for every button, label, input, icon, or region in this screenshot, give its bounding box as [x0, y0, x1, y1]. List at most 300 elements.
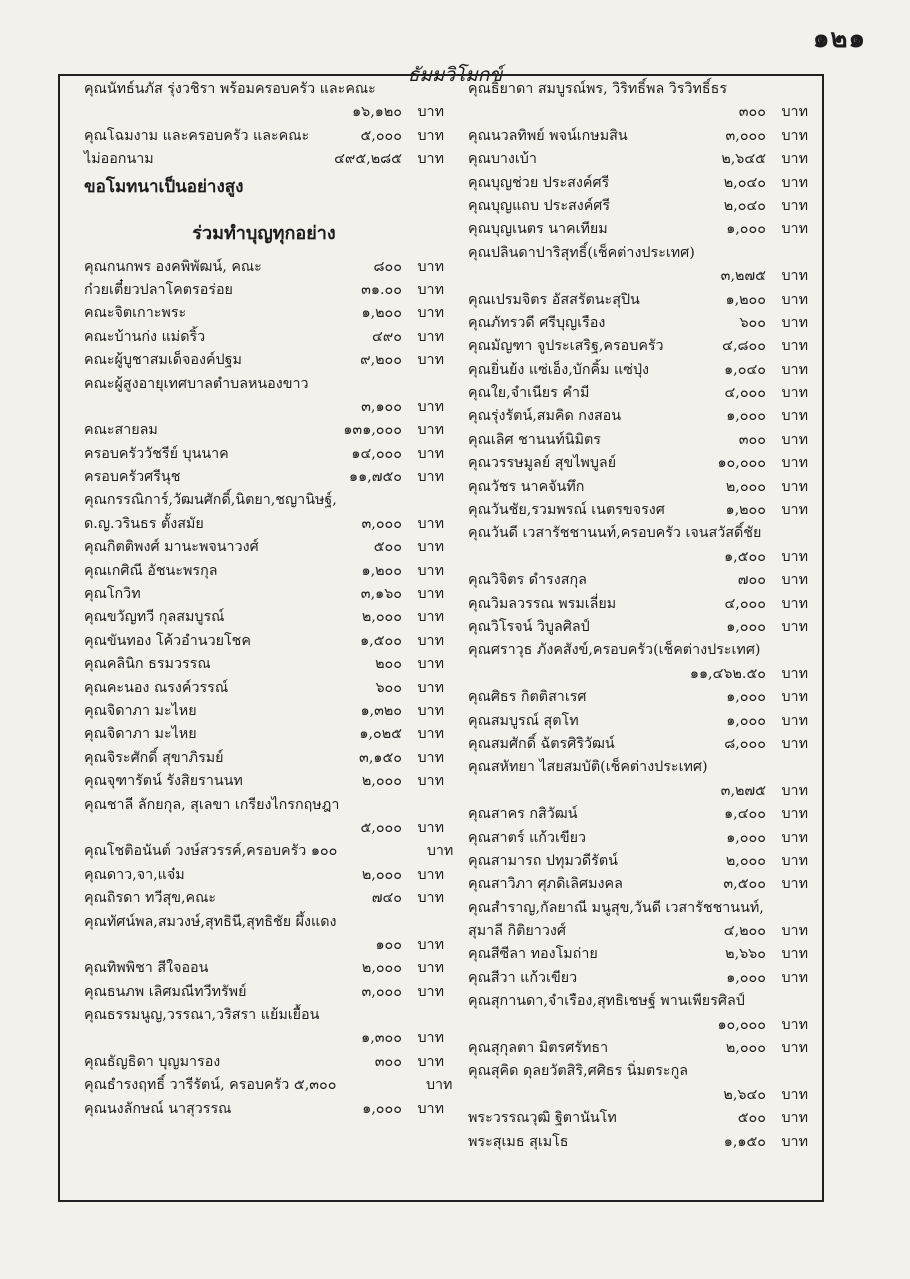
- donor-row: [84, 419, 444, 442]
- currency-unit: บาท: [417, 281, 444, 298]
- donor-row: [468, 172, 808, 195]
- donation-amount: ๗๔๐: [371, 890, 402, 907]
- donor-name: คุณบุญช่วย ประสงค์ศรี: [468, 174, 610, 191]
- donor-row: [84, 326, 444, 349]
- donor-row: [468, 125, 808, 148]
- donor-row: [468, 663, 808, 686]
- currency-unit: บาท: [417, 702, 444, 719]
- donor-name: ครอบครัวศรีนุช: [84, 469, 181, 486]
- currency-unit: บาท: [417, 328, 444, 345]
- currency-unit: บาท: [781, 969, 808, 986]
- donor-name: คุณวรรษมูลย์ สุขไพบูลย์: [468, 455, 617, 472]
- currency-unit: บาท: [417, 890, 444, 907]
- donor-name: คุณโชติอนันต์ วงษ์สวรรค์,ครอบครัว ๑๐๐: [84, 843, 338, 860]
- donor-row: [468, 616, 808, 639]
- donation-amount: ๒,๐๐๐: [361, 609, 402, 626]
- donor-name: คุณวันดี เวสารัชชานนท์,ครอบครัว เจนสวัสดิ์ชัย: [468, 525, 762, 542]
- donor-row: [468, 265, 808, 288]
- currency-unit: บาท: [417, 104, 444, 121]
- donor-row: [468, 1037, 808, 1060]
- donor-row: [468, 476, 808, 499]
- donor-name: ครอบครัววัชรีย์ บุนนาค: [84, 445, 229, 462]
- donor-name: คุณสุกานดา,จำเรือง,สุทธิเชษฐ์ พานเพียรศิลป์: [468, 993, 745, 1010]
- donor-row: [468, 803, 808, 826]
- currency-unit: บาท: [417, 515, 444, 532]
- donor-name: คุณสาตร์ แก้วเขียว: [468, 829, 587, 846]
- currency-unit: บาท: [781, 852, 808, 869]
- currency-unit: บาท: [417, 773, 444, 790]
- donor-row: [84, 700, 444, 723]
- donor-name: คุณจุฑารัตน์ รังสิยรานนท: [84, 773, 243, 790]
- donor-row: [84, 560, 444, 583]
- currency-unit: บาท: [781, 151, 808, 168]
- donor-row: [468, 920, 808, 943]
- page-number: ๑๒๑: [812, 24, 866, 54]
- donor-row: [468, 733, 808, 756]
- donation-amount: ๘๐๐: [373, 258, 402, 275]
- currency-unit: บาท: [417, 1030, 444, 1047]
- currency-unit: บาท: [417, 562, 444, 579]
- donation-amount: ๑,๐๐๐: [726, 408, 766, 425]
- donor-name: คุณโกวิท: [84, 586, 141, 603]
- donor-row: [468, 405, 808, 428]
- donor-row: [468, 593, 808, 616]
- currency-unit: บาท: [417, 749, 444, 766]
- donation-amount: ๑,๐๐๐: [726, 712, 766, 729]
- currency-unit: บาท: [417, 656, 444, 673]
- currency-unit: บาท: [417, 726, 444, 743]
- donor-name: ก๋วยเตี๋ยวปลาโคตรอร่อย: [84, 281, 233, 298]
- donor-name: ด.ญ.วรินธร ตั้งสมัย: [84, 515, 204, 532]
- donor-name: พระสุเมธ สุเมโธ: [468, 1133, 569, 1150]
- donor-name: คุณศราวุธ ภังคสังข์,ครอบครัว(เช็คต่างประเทศ): [468, 642, 761, 659]
- donation-amount: ๓,๕๐๐: [723, 876, 766, 893]
- donor-name: คณะบ้านก่ง แม่ดริ้ว: [84, 328, 206, 345]
- donor-name: คุณทัศน์พล,สมวงษ์,สุทธินี,สุทธิชัย ผึ้งแดง: [84, 913, 337, 930]
- donor-row: [84, 840, 454, 863]
- donation-amount: ๓,๒๗๕: [720, 268, 766, 285]
- donor-name: คุณกิตติพงศ์ มานะพจนาวงศ์: [84, 539, 259, 556]
- donor-row: [84, 489, 444, 512]
- donor-row: [84, 981, 444, 1004]
- donor-name: คุณจิดาภา มะไหย: [84, 726, 197, 743]
- heading-thanks: ขอโมทนาเป็นอย่างสูง: [84, 176, 244, 197]
- donor-name: คุณสาคร กสิวัฒน์: [468, 806, 578, 823]
- donation-amount: ๓,๒๗๕: [720, 782, 766, 799]
- donor-name: คุณสีวา แก้วเขียว: [468, 969, 578, 986]
- donor-row: [468, 195, 808, 218]
- donor-name: คุณทิพพิชา สีใจออน: [84, 960, 209, 977]
- currency-unit: บาท: [781, 735, 808, 752]
- donor-row: [468, 359, 808, 382]
- donor-name: คุณสามารถ ปทุมวดีรัตน์: [468, 852, 618, 869]
- donation-amount: ๕๐๐: [737, 1110, 766, 1127]
- currency-unit: บาท: [781, 876, 808, 893]
- donation-amount: ๔๙๕,๒๘๕: [334, 151, 402, 168]
- donor-row: [468, 967, 808, 990]
- donor-row: [468, 335, 808, 358]
- currency-unit: บาท: [417, 352, 444, 369]
- donor-row: [84, 125, 444, 148]
- donor-name: คุณสมบูรณ์ สุตโท: [468, 712, 579, 729]
- currency-unit: บาท: [417, 819, 444, 836]
- donor-name: คุณรุ่งรัตน์,สมคิด กงสอน: [468, 408, 622, 425]
- currency-unit: บาท: [781, 314, 808, 331]
- donor-row: [84, 148, 444, 171]
- donation-amount: ๓๐๐: [738, 431, 766, 448]
- donor-name: คุณเปรมจิตร อัสสรัตนะสุปิน: [468, 291, 640, 308]
- currency-unit: บาท: [781, 127, 808, 144]
- donor-name: คุณขวัญทวี กุลสมบูรณ์: [84, 609, 225, 626]
- donor-name: คุณบางเบ้า: [468, 151, 537, 168]
- currency-unit: บาท: [781, 712, 808, 729]
- currency-unit: บาท: [425, 1077, 453, 1094]
- currency-unit: บาท: [781, 548, 808, 565]
- donor-name: คุณภัทรวดี ศรีบุญเรือง: [468, 314, 606, 331]
- donor-row: [84, 630, 444, 653]
- currency-unit: บาท: [781, 455, 808, 472]
- donation-amount: ๒,๐๐๐: [361, 866, 402, 883]
- donor-name: คณะผู้สูงอายุเทศบาลตำบลหนองขาว: [84, 375, 309, 392]
- currency-unit: บาท: [781, 291, 808, 308]
- donation-amount: ๒,๐๔๐: [723, 174, 766, 191]
- currency-unit: บาท: [781, 197, 808, 214]
- currency-unit: บาท: [417, 679, 444, 696]
- donor-row: [84, 78, 444, 101]
- currency-unit: บาท: [781, 1133, 808, 1150]
- donor-row: [84, 770, 444, 793]
- donation-amount: ๑,๐๔๐: [724, 361, 766, 378]
- donor-row: [468, 569, 808, 592]
- donor-row: [84, 606, 444, 629]
- donor-name: คุณกรรณิการ์,วัฒนศักดิ์,นิตยา,ชญานิษฐ์,: [84, 492, 337, 509]
- donation-amount: ๑๐๐: [375, 936, 402, 953]
- donation-amount: ๑๓๑,๐๐๐: [343, 422, 402, 439]
- donor-name: คุณธัญธิดา บุญมารอง: [84, 1053, 221, 1070]
- donation-amount: ๓,๐๐๐: [361, 515, 402, 532]
- currency-unit: บาท: [781, 665, 808, 682]
- donor-name: คุณใย,จำเนียร คำมี: [468, 385, 590, 402]
- donor-row: [468, 452, 808, 475]
- donor-name: คุณวัชร นาคจันทึก: [468, 478, 585, 495]
- currency-unit: บาท: [781, 385, 808, 402]
- donor-name: คุณขันทอง โค้วอำนวยโชค: [84, 632, 251, 649]
- donor-row: [468, 242, 808, 265]
- donor-row: [84, 583, 444, 606]
- donor-name: คุณเลิศ ชานนท์นิมิตร: [468, 431, 601, 448]
- donor-name: คุณธนภพ เลิศมณีทวีทรัพย์: [84, 983, 247, 1000]
- donation-amount: ๒,๖๖๐: [725, 946, 766, 963]
- donation-amount: ๑,๓๒๐: [360, 702, 402, 719]
- donor-row: [84, 256, 444, 279]
- donor-row: [468, 78, 808, 101]
- donation-amount: ๒,๖๔๕: [721, 151, 766, 168]
- donor-name: คุณบุญเนตร นาคเทียม: [468, 221, 608, 238]
- currency-unit: บาท: [781, 478, 808, 495]
- donor-row: [84, 279, 444, 302]
- donor-name: คุณนงลักษณ์ นาสุวรรณ: [84, 1100, 232, 1117]
- currency-unit: บาท: [781, 782, 808, 799]
- donor-row: [84, 536, 444, 559]
- donor-row: [468, 756, 808, 779]
- donation-amount: ๑๑,๔๖๒.๕๐: [689, 665, 766, 682]
- donation-amount: ๕,๐๐๐: [360, 819, 402, 836]
- donation-amount: ๓,๐๐๐: [361, 983, 402, 1000]
- donor-name: คุณธำรงฤทธิ์ วารีรัตน์, ครอบครัว ๕,๓๐๐: [84, 1077, 337, 1094]
- currency-unit: บาท: [417, 866, 444, 883]
- donation-amount: ๑,๓๐๐: [361, 1030, 402, 1047]
- currency-unit: บาท: [417, 1100, 444, 1117]
- donor-row: [84, 747, 444, 770]
- donor-row: [468, 101, 808, 124]
- donation-amount: ๒,๐๐๐: [725, 1040, 766, 1057]
- donation-amount: ๑,๐๐๐: [726, 618, 766, 635]
- donor-row: [84, 1098, 444, 1121]
- donor-name: คุณโฉมงาม และครอบครัว และคณะ: [84, 127, 310, 144]
- currency-unit: บาท: [781, 572, 808, 589]
- donation-amount: ๑,๐๐๐: [726, 221, 766, 238]
- currency-unit: บาท: [781, 1110, 808, 1127]
- donor-row: [84, 934, 444, 957]
- donor-name: คุณสุกุลตา มิตรศรัทธา: [468, 1040, 609, 1057]
- donation-amount: ๒,๐๔๐: [723, 197, 766, 214]
- donation-amount: ๒,๖๔๐: [723, 1086, 766, 1103]
- donation-amount: ๑,๒๐๐: [361, 562, 402, 579]
- currency-unit: บาท: [781, 806, 808, 823]
- donor-name: คุณสหัทยา ไสยสมบัติ(เช็คต่างประเทศ): [468, 759, 708, 776]
- currency-unit: บาท: [417, 398, 444, 415]
- currency-unit: บาท: [781, 221, 808, 238]
- donation-amount: ๔,๘๐๐: [722, 338, 766, 355]
- currency-unit: บาท: [417, 609, 444, 626]
- currency-unit: บาท: [781, 829, 808, 846]
- donor-row: [468, 897, 808, 920]
- donor-name: คุณนัทธ์นภัส รุ่งวชิรา พร้อมครอบครัว และคณะ: [84, 81, 376, 97]
- donation-amount: ๑,๑๕๐: [723, 1133, 766, 1150]
- donor-row: [468, 827, 808, 850]
- donation-amount: ๑๐,๐๐๐: [717, 1016, 766, 1033]
- donation-amount: ๑,๒๐๐: [361, 305, 402, 322]
- donor-row: [84, 373, 444, 396]
- right-column: [468, 78, 808, 1202]
- donor-name: คุณจิดาภา มะไหย: [84, 702, 197, 719]
- donation-amount: ๖๐๐: [739, 314, 766, 331]
- donation-amount: ๔,๐๐๐: [724, 595, 766, 612]
- donor-row: [84, 911, 444, 934]
- donation-amount: ๑,๐๐๐: [726, 689, 766, 706]
- donor-name: คุณวิจิตร ดำรงสกุล: [468, 572, 587, 589]
- donation-amount: ๑,๐๒๕: [359, 726, 402, 743]
- donation-amount: ๕๐๐: [373, 539, 402, 556]
- heading-merit: ร่วมทำบุญทุกอย่าง: [192, 222, 336, 244]
- currency-unit: บาท: [781, 338, 808, 355]
- donation-amount: ๘,๐๐๐: [724, 735, 766, 752]
- currency-unit: บาท: [417, 422, 444, 439]
- donor-row: [468, 429, 808, 452]
- donor-row: [84, 396, 444, 419]
- donation-amount: ๒,๐๐๐: [725, 478, 766, 495]
- donor-row: [468, 710, 808, 733]
- donor-row: [468, 639, 808, 662]
- currency-unit: บาท: [781, 502, 808, 519]
- donor-name: คุณสมศักดิ์ ฉัตรศิริวัฒน์: [468, 735, 615, 752]
- donor-row: [468, 990, 808, 1013]
- donor-row: [468, 943, 808, 966]
- donor-name: คุณสุคิด ดุลยวัตสิริ,ศศิธร นิ่มตระกูล: [468, 1063, 688, 1080]
- donation-amount: ๓๐๐: [374, 1053, 402, 1070]
- donor-row: [84, 1051, 444, 1074]
- donor-row: [84, 864, 444, 887]
- donation-amount: ๓๑.๐๐: [361, 281, 402, 298]
- donor-row: [84, 677, 444, 700]
- currency-unit: บาท: [781, 268, 808, 285]
- donation-amount: ๓,๑๕๐: [359, 749, 402, 766]
- currency-unit: บาท: [417, 258, 444, 275]
- donor-row: [84, 1027, 444, 1050]
- currency-unit: บาท: [781, 689, 808, 706]
- donor-name: คุณวิมลวรรณ พรมเลี่ยม: [468, 595, 617, 612]
- donor-row: [84, 443, 444, 466]
- currency-unit: บาท: [781, 408, 808, 425]
- donor-row: [468, 850, 808, 873]
- donor-row: [84, 957, 444, 980]
- donation-amount: ๔,๐๐๐: [724, 385, 766, 402]
- currency-unit: บาท: [417, 983, 444, 1000]
- donor-name: คุณมัญฑา จูประเสริฐ,ครอบครัว: [468, 338, 664, 355]
- donor-name: คุณเกศิณี อัชนะพรกุล: [84, 562, 218, 579]
- donation-amount: ๓,๐๐๐: [725, 127, 766, 144]
- donor-row: [84, 723, 444, 746]
- donation-amount: ๔๙๐: [371, 328, 402, 345]
- donation-amount: ๑,๕๐๐: [724, 548, 766, 565]
- donor-name: คุณคลินิก ธรมวรรณ: [84, 656, 211, 673]
- donation-amount: ๑,๐๐๐: [726, 829, 766, 846]
- donation-amount: ๒,๐๐๐: [361, 960, 402, 977]
- currency-unit: บาท: [417, 127, 444, 144]
- donor-name: คุณยิ่นย้ง แซ่เอ็ง,บักคิ้ม แซ่ปุ่ง: [468, 361, 650, 378]
- donation-amount: ๑,๐๐๐: [726, 969, 766, 986]
- currency-unit: บาท: [417, 936, 444, 953]
- donation-amount: ๒,๐๐๐: [725, 852, 766, 869]
- donor-name: คุณวันชัย,รวมพรณ์ เนตรขจรงศ: [468, 502, 665, 519]
- donor-row: [84, 349, 444, 372]
- donor-name: คณะสายลม: [84, 422, 158, 439]
- donor-row: [468, 522, 808, 545]
- donor-row: [84, 302, 444, 325]
- currency-unit: บาท: [417, 469, 444, 486]
- donation-amount: ๙,๒๐๐: [360, 352, 402, 369]
- donor-name: คุณวิโรจน์ วิบูลศิลป์: [468, 618, 590, 635]
- donor-name: คุณนวลทิพย์ พจน์เกษมสิน: [468, 127, 628, 144]
- currency-unit: บาท: [781, 174, 808, 191]
- donation-amount: ๑,๐๐๐: [362, 1100, 402, 1117]
- donor-name: คุณศิธร กิตติสาเรศ: [468, 689, 587, 706]
- donation-amount: ๒๐๐: [375, 656, 402, 673]
- donor-row: [468, 218, 808, 241]
- donation-amount: ๑,๕๐๐: [360, 632, 402, 649]
- donor-name: พระวรรณวุฒิ ฐิตานันโท: [468, 1110, 617, 1127]
- currency-unit: บาท: [417, 539, 444, 556]
- donation-amount: ๗๐๐: [737, 572, 766, 589]
- donor-row: [468, 1107, 808, 1130]
- donation-amount: ๑,๒๐๐: [725, 502, 766, 519]
- donor-row: [84, 101, 444, 124]
- donor-name: คุณกนกพร องคพิพัฒน์, คณะ: [84, 258, 262, 275]
- donor-row: [84, 1004, 444, 1027]
- donor-row: [84, 887, 444, 910]
- donor-name: คุณสีซีลา ทองโมถ่าย: [468, 946, 598, 963]
- donor-row: [468, 780, 808, 803]
- currency-unit: บาท: [426, 843, 454, 860]
- donor-name: คุณบุญแถบ ประสงค์ศรี: [468, 197, 611, 214]
- donation-amount: ๓,๑๖๐: [360, 586, 402, 603]
- donation-amount: ๖๐๐: [375, 679, 402, 696]
- currency-unit: บาท: [781, 618, 808, 635]
- donor-name: คณะผู้บูชาสมเด็จองค์ปฐม: [84, 352, 242, 369]
- donation-amount: ๑๔,๐๐๐: [351, 445, 402, 462]
- donor-row: [84, 513, 444, 536]
- donor-name: คุณถิรดา ทวีสุข,คณะ: [84, 890, 217, 907]
- currency-unit: บาท: [417, 1053, 444, 1070]
- header-title: ธัมมวิโมกข์: [407, 64, 503, 86]
- donor-row: [468, 1131, 808, 1154]
- donor-row: [84, 817, 444, 840]
- currency-unit: บาท: [781, 104, 808, 121]
- donor-name: สุมาลี กิติยาวงศ์: [468, 923, 566, 940]
- donation-amount: ๑๐,๐๐๐: [717, 455, 766, 472]
- donor-row: [468, 312, 808, 335]
- donation-amount: ๑,๒๐๐: [725, 291, 766, 308]
- donor-row: [468, 1084, 808, 1107]
- currency-unit: บาท: [417, 960, 444, 977]
- donor-name: คุณธิยาดา สมบูรณ์พร, วิริทธิ์พล วิรวิทธิ์ธร: [468, 81, 728, 97]
- currency-unit: บาท: [781, 595, 808, 612]
- donor-row: [468, 382, 808, 405]
- donor-name: คุณจิระศักดิ์ สุขาภิรมย์: [84, 749, 224, 766]
- currency-unit: บาท: [781, 1016, 808, 1033]
- currency-unit: บาท: [781, 1086, 808, 1103]
- donation-amount: ๒,๐๐๐: [361, 773, 402, 790]
- left-column: [84, 78, 454, 1202]
- currency-unit: บาท: [781, 1040, 808, 1057]
- donor-name: คุณปลินดาปาริสุทธิ์(เช็คต่างประเทศ): [468, 244, 695, 261]
- donor-name: คุณธรรมนูญ,วรรณา,วริสรา แย้มเยื้อน: [84, 1007, 320, 1024]
- donor-name: ไม่ออกนาม: [84, 151, 154, 168]
- currency-unit: บาท: [781, 431, 808, 448]
- currency-unit: บาท: [417, 445, 444, 462]
- currency-unit: บาท: [781, 361, 808, 378]
- donor-name: คุณคะนอง ณรงค์วรรณ์: [84, 679, 229, 696]
- donor-name: คุณสาวิภา ศุภดิเลิศมงคล: [468, 876, 623, 893]
- donor-row: [84, 466, 444, 489]
- donor-row: [468, 289, 808, 312]
- currency-unit: บาท: [417, 632, 444, 649]
- donor-name: คุณดาว,จา,แจ๋ม: [84, 866, 185, 883]
- currency-unit: บาท: [781, 946, 808, 963]
- donation-amount: ๑,๔๐๐: [724, 806, 766, 823]
- donation-amount: ๓๐๐: [738, 104, 766, 121]
- donor-row: [468, 1014, 808, 1037]
- donor-row: [468, 148, 808, 171]
- donor-row: [468, 546, 808, 569]
- currency-unit: บาท: [417, 151, 444, 168]
- donor-name: คณะจิตเกาะพระ: [84, 305, 187, 322]
- donor-row: [84, 1074, 453, 1097]
- currency-unit: บาท: [417, 305, 444, 322]
- donor-row: [468, 499, 808, 522]
- donation-amount: ๑๖,๑๒๐: [352, 104, 402, 121]
- donation-amount: ๔,๒๐๐: [723, 923, 766, 940]
